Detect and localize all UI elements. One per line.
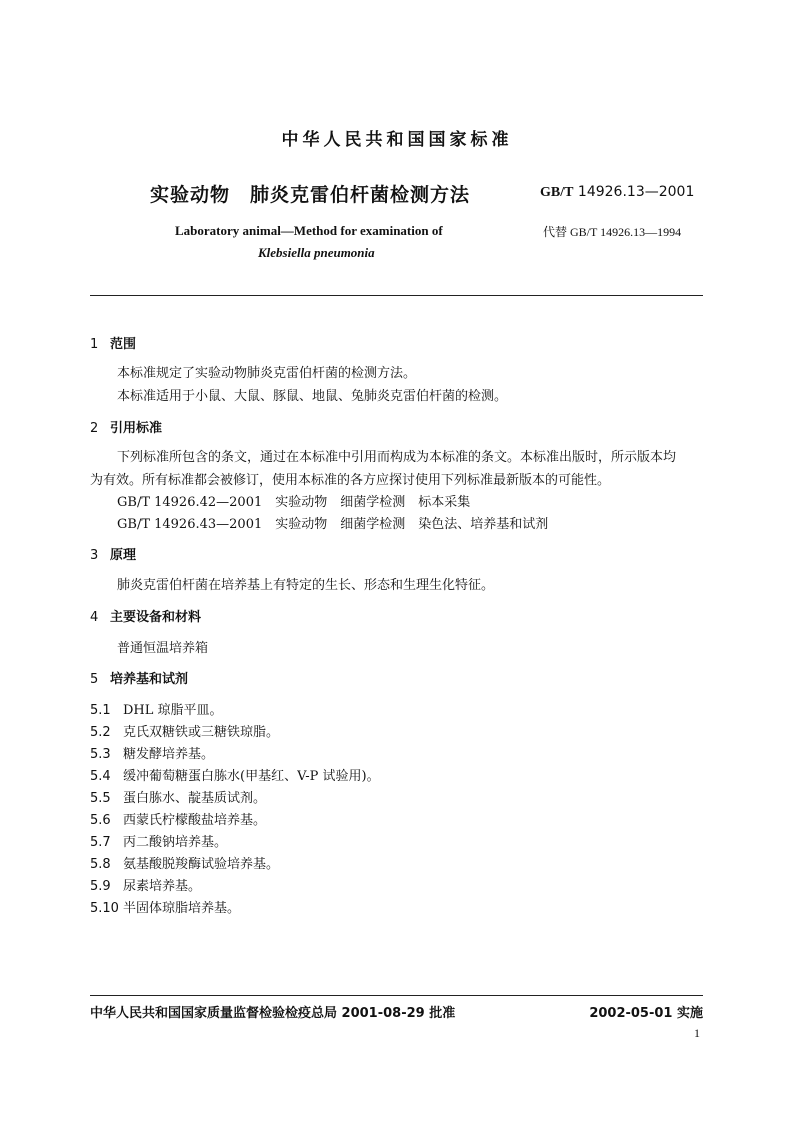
list-item bbox=[90, 875, 201, 894]
document-title: 实验动物 肺炎克雷伯杆菌检测方法 bbox=[150, 184, 471, 206]
replaces-standard: 代替 GB/T 14926.13—1994 bbox=[543, 225, 682, 239]
section-number: 2 bbox=[90, 421, 99, 436]
section-heading-4 bbox=[90, 606, 201, 625]
section-number: 3 bbox=[90, 548, 99, 563]
list-item bbox=[90, 831, 227, 850]
item-text: 尿素培养基。 bbox=[123, 879, 202, 894]
section-number: 5 bbox=[90, 672, 99, 687]
list-item bbox=[90, 809, 266, 828]
item-number: 5.2 bbox=[90, 725, 111, 740]
item-text: DHL 琼脂平皿。 bbox=[123, 703, 223, 718]
section-title: 引用标准 bbox=[110, 421, 163, 436]
standard-code-number: 14926.13—2001 bbox=[577, 184, 695, 200]
list-item bbox=[90, 699, 223, 718]
section-title: 范围 bbox=[110, 337, 137, 352]
item-number: 5.7 bbox=[90, 835, 111, 850]
section-heading-1 bbox=[90, 333, 136, 352]
item-number: 5.9 bbox=[90, 879, 111, 894]
reference-item: GB/T 14926.42—2001 实验动物 细菌学检测 标本采集 bbox=[117, 495, 471, 510]
item-text: 克氏双糖铁或三糖铁琼脂。 bbox=[123, 725, 280, 740]
item-number: 5.3 bbox=[90, 747, 111, 762]
section-title: 原理 bbox=[110, 548, 137, 563]
paragraph: 肺炎克雷伯杆菌在培养基上有特定的生长、形态和生理生化特征。 bbox=[117, 578, 495, 593]
section-heading-5 bbox=[90, 668, 188, 687]
standard-code-prefix: GB/T bbox=[540, 185, 574, 200]
item-text: 糖发酵培养基。 bbox=[123, 747, 215, 762]
section-title: 培养基和试剂 bbox=[110, 672, 189, 687]
list-item bbox=[90, 853, 279, 872]
item-text: 西蒙氏柠檬酸盐培养基。 bbox=[123, 813, 267, 828]
page-number: 1 bbox=[694, 1026, 700, 1040]
list-item bbox=[90, 721, 279, 740]
list-item bbox=[90, 897, 240, 916]
implementation-date: 2002-05-01 实施 bbox=[589, 1006, 703, 1021]
section-number: 4 bbox=[90, 610, 99, 625]
paragraph: 本标准适用于小鼠、大鼠、豚鼠、地鼠、兔肺炎克雷伯杆菌的检测。 bbox=[117, 389, 508, 404]
section-heading-3 bbox=[90, 544, 136, 563]
list-item bbox=[90, 743, 214, 762]
paragraph: 下列标准所包含的条文，通过在本标准中引用而构成为本标准的条文。本标准出版时，所示版本均 bbox=[117, 450, 677, 465]
reference-item: GB/T 14926.43—2001 实验动物 细菌学检测 染色法、培养基和试剂 bbox=[117, 517, 549, 532]
approval-statement: 中华人民共和国国家质量监督检验检疫总局 2001-08-29 批准 bbox=[90, 1006, 456, 1021]
paragraph: 为有效。所有标准都会被修订，使用本标准的各方应探讨使用下列标准最新版本的可能性。 bbox=[90, 473, 611, 488]
item-number: 5.5 bbox=[90, 791, 111, 806]
item-number: 5.1 bbox=[90, 703, 111, 718]
item-text: 缓冲葡萄糖蛋白胨水(甲基红、V-P 试验用)。 bbox=[123, 769, 380, 784]
item-text: 丙二酸钠培养基。 bbox=[123, 835, 228, 850]
item-text: 半固体琼脂培养基。 bbox=[123, 901, 241, 916]
section-heading-2 bbox=[90, 417, 162, 436]
section-title: 主要设备和材料 bbox=[110, 610, 202, 625]
english-title-line1: Laboratory animal—Method for examination of bbox=[175, 223, 443, 238]
item-text: 氨基酸脱羧酶试验培养基。 bbox=[123, 857, 280, 872]
footer-divider bbox=[90, 995, 703, 996]
header-divider bbox=[90, 295, 703, 296]
item-number: 5.6 bbox=[90, 813, 111, 828]
paragraph: 普通恒温培养箱 bbox=[117, 641, 209, 656]
list-item bbox=[90, 765, 380, 784]
english-title-line2: Klebsiella pneumonia bbox=[258, 245, 375, 260]
item-number: 5.4 bbox=[90, 769, 111, 784]
section-number: 1 bbox=[90, 337, 99, 352]
paragraph: 本标准规定了实验动物肺炎克雷伯杆菌的检测方法。 bbox=[117, 366, 417, 381]
item-text: 蛋白胨水、靛基质试剂。 bbox=[123, 791, 267, 806]
list-item bbox=[90, 787, 266, 806]
national-standard-label: 中华人民共和国国家标准 bbox=[281, 130, 513, 150]
standard-number bbox=[540, 184, 694, 201]
item-number: 5.8 bbox=[90, 857, 111, 872]
item-number: 5.10 bbox=[90, 901, 119, 916]
